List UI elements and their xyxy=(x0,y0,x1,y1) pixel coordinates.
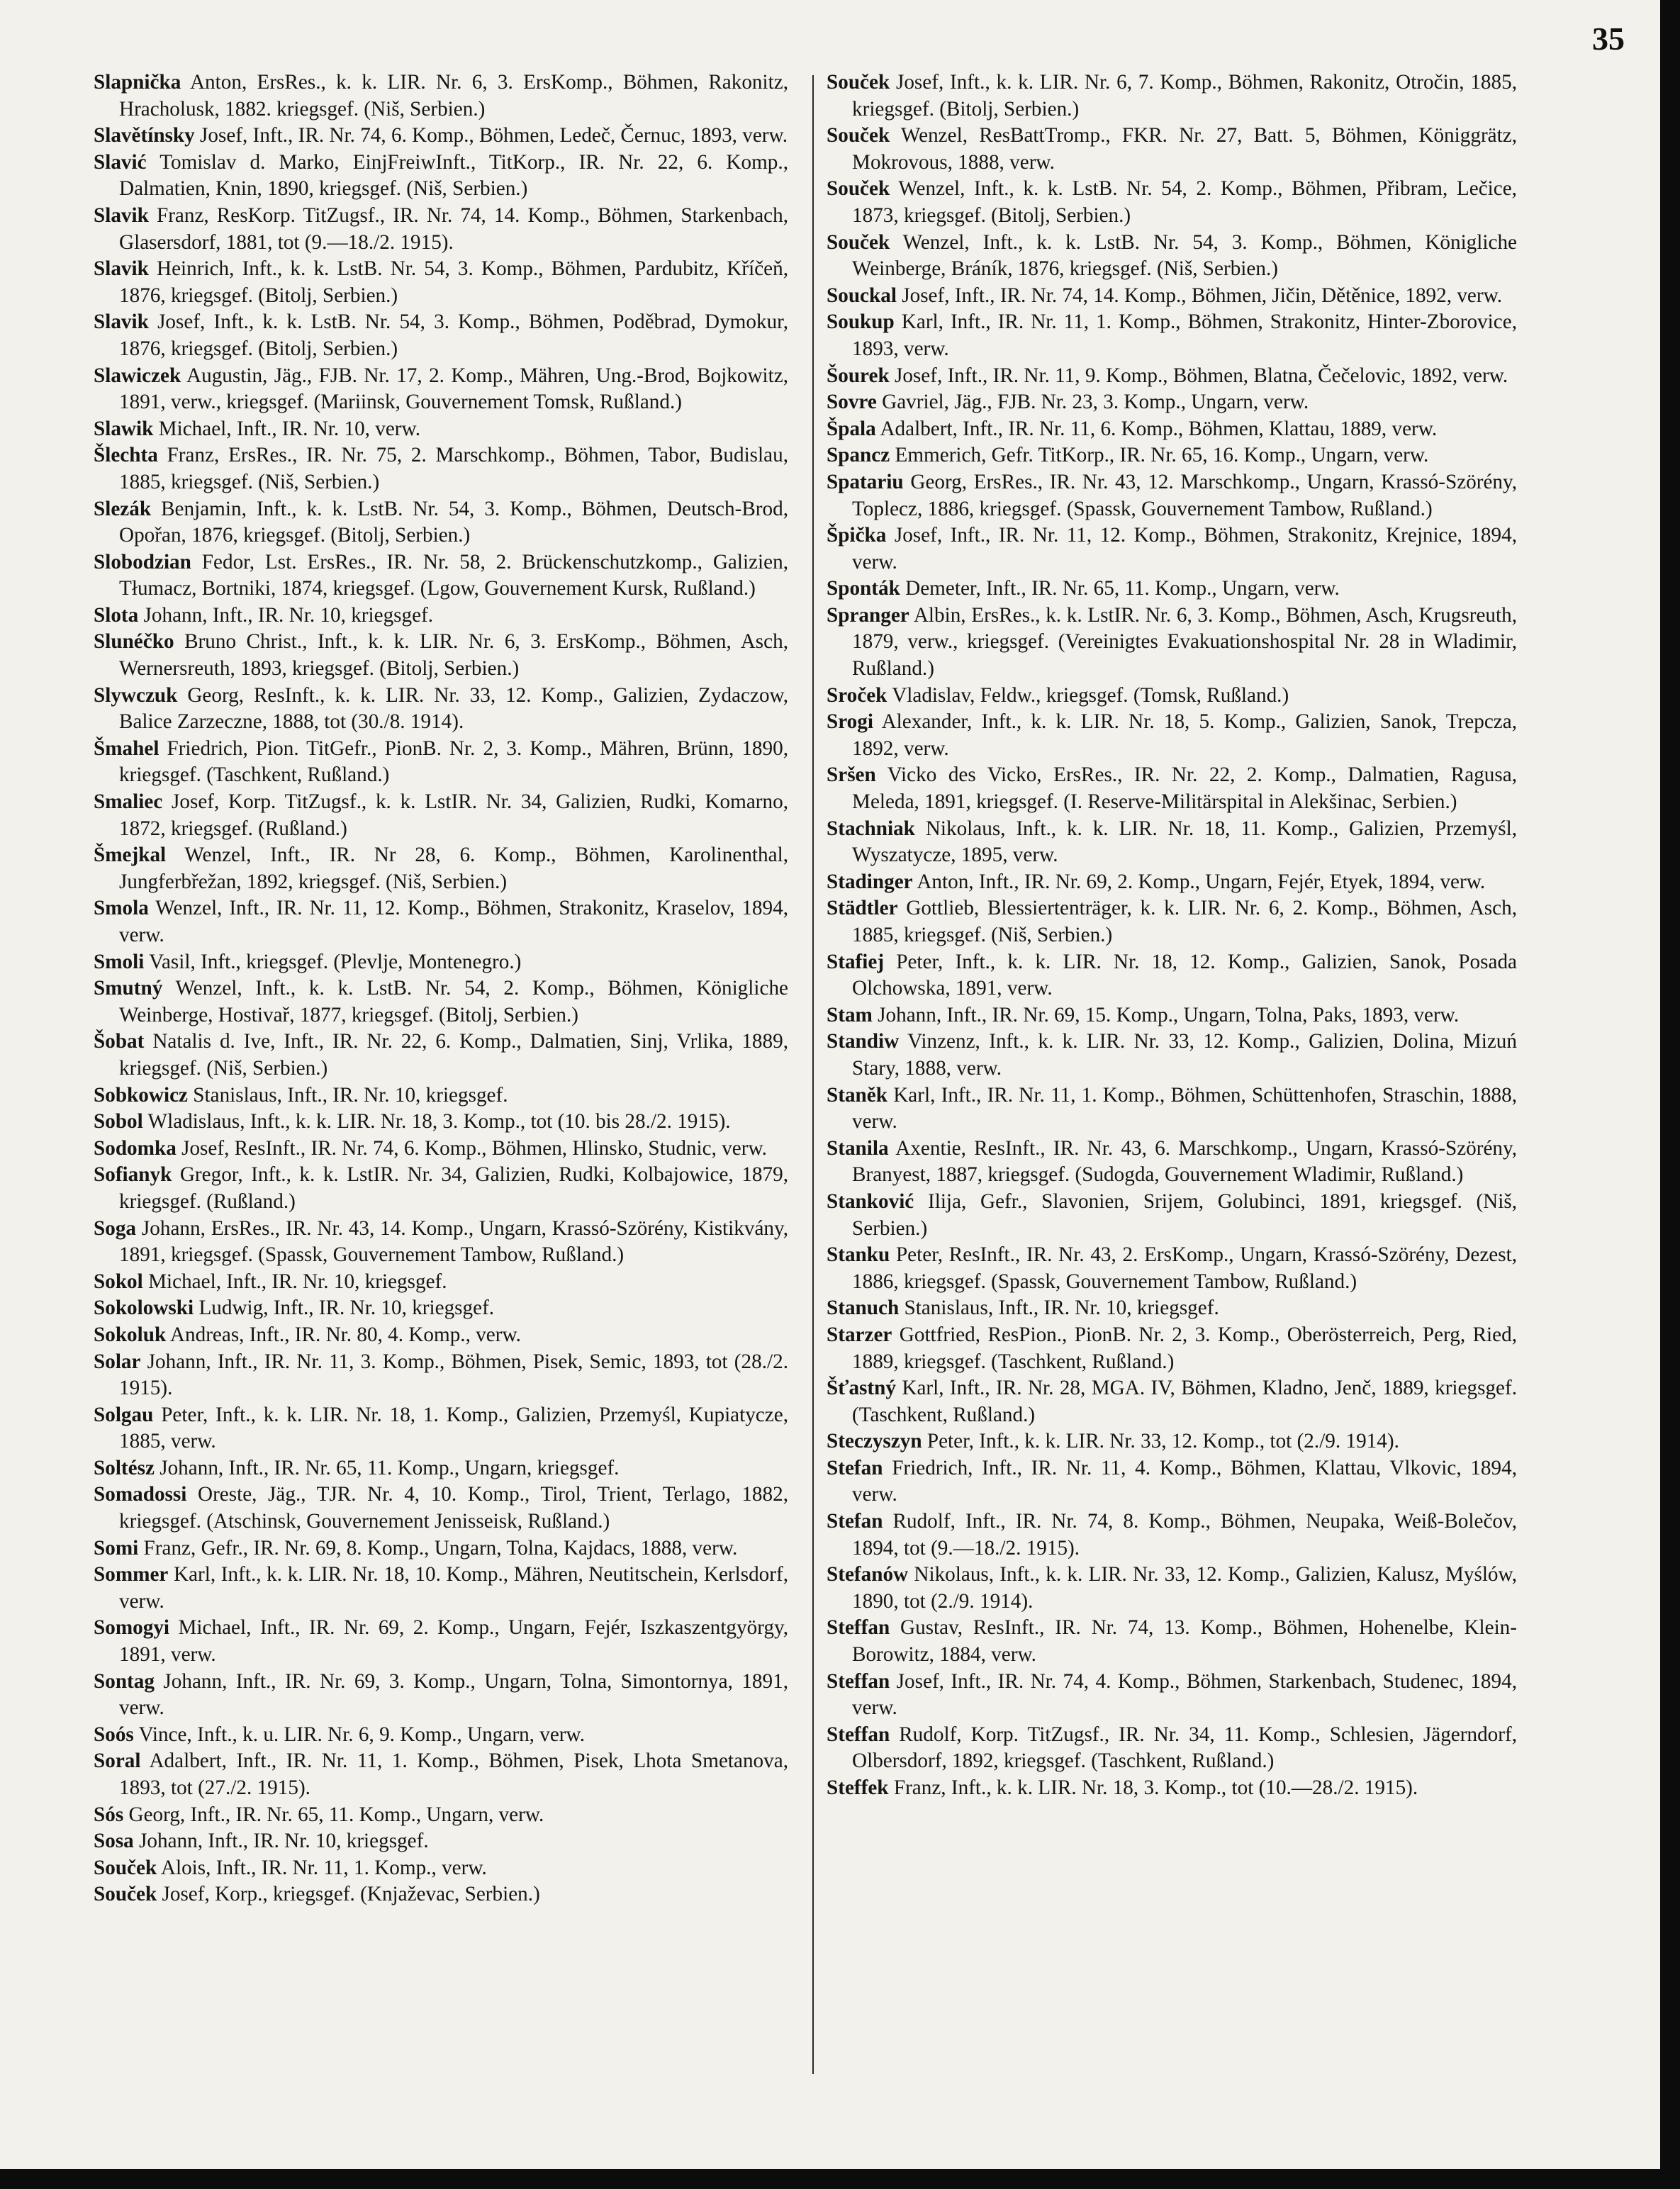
entry-surname: Šťastný xyxy=(827,1377,896,1400)
entry-details: Albin, ErsRes., k. k. LstIR. Nr. 6, 3. Komp., Böhmen, Asch, Krugsreuth, 1879, verw., kriegsgef. (Vereinigtes Evakuationshospital Nr. 28 in Wladimir, Rußland.) xyxy=(852,603,1517,681)
list-entry xyxy=(827,1082,1517,1136)
list-entry xyxy=(827,469,1517,522)
list-entry xyxy=(94,150,788,203)
list-entry xyxy=(827,230,1517,283)
list-entry xyxy=(94,1802,788,1829)
entry-details: Stanislaus, Inft., IR. Nr. 10, kriegsgef. xyxy=(904,1297,1219,1320)
list-entry xyxy=(827,1189,1517,1242)
list-entry xyxy=(94,1402,788,1455)
entry-surname: Spranger xyxy=(827,603,909,627)
entry-surname: Slota xyxy=(94,603,139,627)
entry-surname: Slobodzian xyxy=(94,550,191,573)
list-entry xyxy=(827,1002,1517,1029)
entry-surname: Šobat xyxy=(94,1030,145,1053)
entry-details: Franz, Gefr., IR. Nr. 69, 8. Komp., Ungarn, Tolna, Kajdacs, 1888, verw. xyxy=(143,1536,738,1560)
entry-details: Demeter, Inft., IR. Nr. 65, 11. Komp., Ungarn, verw. xyxy=(905,577,1340,600)
list-entry xyxy=(827,283,1517,310)
entry-surname: Sodomka xyxy=(94,1136,177,1160)
entry-surname: Sovre xyxy=(827,391,877,414)
entry-surname: Sofianyk xyxy=(94,1163,172,1187)
list-entry xyxy=(94,629,788,682)
entry-surname: Soltész xyxy=(94,1456,155,1479)
entry-details: Wenzel, ResBattTromp., FKR. Nr. 27, Batt. 5, Böhmen, Königgrätz, Mokrovous, 1888, verw. xyxy=(852,124,1517,174)
list-entry xyxy=(94,895,788,948)
entry-details: Michael, Inft., IR. Nr. 10, verw. xyxy=(158,417,421,440)
list-entry xyxy=(94,442,788,496)
entry-surname: Spancz xyxy=(827,444,890,467)
entry-details: Rudolf, Korp. TitZugsf., IR. Nr. 34, 11. Komp., Schlesien, Jägerndorf, Olbersdorf, 1892, kriegsgef. (Taschkent, Rußland.) xyxy=(852,1723,1517,1773)
entry-details: Karl, Inft., k. k. LIR. Nr. 18, 10. Komp., Mähren, Neutitschein, Kerlsdorf, verw. xyxy=(119,1563,789,1613)
entry-surname: Šourek xyxy=(827,364,890,387)
list-entry xyxy=(827,522,1517,576)
entry-surname: Slapnička xyxy=(94,71,181,94)
entry-details: Johann, Inft., IR. Nr. 11, 3. Komp., Böhmen, Pisek, Semic, 1893, tot (28./2. 1915). xyxy=(119,1350,789,1400)
list-entry xyxy=(94,1615,788,1668)
entry-details: Josef, Korp. TitZugsf., k. k. LstIR. Nr. 34, Galizien, Rudki, Komarno, 1872, kriegsgef. (Rußland.) xyxy=(119,790,788,840)
list-entry xyxy=(94,949,788,976)
entry-details: Johann, ErsRes., IR. Nr. 43, 14. Komp., Ungarn, Krassó-Szörény, Kistikvány, 1891, kriegsgef. (Spassk, Gouvernement Tambow, Rußland.) xyxy=(119,1216,788,1267)
entry-details: Josef, Inft., IR. Nr. 74, 14. Komp., Böhmen, Jičin, Dětěnice, 1892, verw. xyxy=(902,284,1503,307)
list-entry xyxy=(94,309,788,362)
entry-details: Adalbert, Inft., IR. Nr. 11, 1. Komp., Böhmen, Pisek, Lhota Smetanova, 1893, tot (27./2. 1915). xyxy=(119,1749,788,1799)
entry-details: Ludwig, Inft., IR. Nr. 10, kriegsgef. xyxy=(198,1297,495,1320)
entry-details: Wenzel, Inft., IR. Nr. 11, 12. Komp., Böhmen, Strakonitz, Kraselov, 1894, verw. xyxy=(119,897,788,946)
entry-details: Karl, Inft., IR. Nr. 11, 1. Komp., Böhmen, Schüttenhofen, Straschin, 1888, verw. xyxy=(852,1083,1518,1133)
entry-details: Johann, Inft., IR. Nr. 10, kriegsgef. xyxy=(139,1830,429,1853)
entry-details: Peter, Inft., k. k. LIR. Nr. 18, 12. Komp., Galizien, Sanok, Posada Olchowska, 1891, verw. xyxy=(852,950,1517,1000)
column-divider xyxy=(812,75,814,2074)
entry-surname: Stanković xyxy=(827,1189,914,1213)
list-entry xyxy=(94,549,788,603)
list-entry xyxy=(827,1722,1517,1775)
list-entry xyxy=(94,1136,788,1163)
list-entry xyxy=(827,1615,1517,1668)
entry-details: Rudolf, Inft., IR. Nr. 74, 8. Komp., Böhmen, Neupaka, Weiß-Bolečov, 1894, tot (9.—18./2. 1915). xyxy=(852,1510,1517,1560)
list-entry xyxy=(94,603,788,629)
entry-surname: Slavić xyxy=(94,150,147,174)
list-entry xyxy=(94,1881,788,1908)
list-entry xyxy=(827,1322,1517,1375)
entry-surname: Stanuch xyxy=(827,1297,900,1320)
entry-details: Franz, Inft., k. k. LIR. Nr. 18, 3. Komp., tot (10.—28./2. 1915). xyxy=(893,1776,1418,1799)
entry-details: Tomislav d. Marko, EinjFreiwInft., TitKorp., IR. Nr. 22, 6. Komp., Dalmatien, Knin, 1890, kriegsgef. (Niš, Serbien.) xyxy=(119,150,788,201)
list-entry xyxy=(827,442,1517,469)
entry-surname: Spatariu xyxy=(827,470,904,493)
entry-details: Georg, ErsRes., IR. Nr. 43, 12. Marschkomp., Ungarn, Krassó-Szörény, Toplecz, 1886, kriegsgef. (Spassk, Gouvernement Tambow, Rußland.) xyxy=(852,470,1518,520)
list-entry xyxy=(827,363,1517,390)
entry-surname: Sponták xyxy=(827,577,900,600)
entry-details: Wladislaus, Inft., k. k. LIR. Nr. 18, 3. Komp., tot (10. bis 28./2. 1915). xyxy=(147,1110,731,1133)
entry-details: Andreas, Inft., IR. Nr. 80, 4. Komp., verw. xyxy=(169,1323,521,1346)
list-entry xyxy=(94,123,788,150)
entry-surname: Sokoluk xyxy=(94,1323,167,1346)
entry-surname: Soga xyxy=(94,1216,137,1240)
list-entry xyxy=(827,762,1517,815)
entry-surname: Slywczuk xyxy=(94,683,178,707)
entry-surname: Sroček xyxy=(827,683,887,707)
entry-details: Josef, Korp., kriegsgef. (Knjaževac, Serbien.) xyxy=(162,1883,540,1906)
entry-surname: Slavik xyxy=(94,203,149,227)
list-entry xyxy=(94,975,788,1029)
entry-surname: Souček xyxy=(827,71,890,94)
entry-surname: Sontag xyxy=(94,1669,155,1693)
entry-details: Peter, Inft., k. k. LIR. Nr. 33, 12. Komp., tot (2./9. 1914). xyxy=(926,1430,1399,1453)
list-entry xyxy=(94,203,788,256)
list-entry xyxy=(827,1508,1517,1562)
entry-surname: Špička xyxy=(827,524,887,547)
entry-surname: Slavětínsky xyxy=(94,124,195,147)
entry-details: Josef, Inft., IR. Nr. 11, 12. Komp., Böhmen, Strakonitz, Krejnice, 1894, verw. xyxy=(852,524,1517,573)
entry-surname: Souček xyxy=(94,1883,157,1906)
entry-surname: Starzer xyxy=(827,1323,892,1346)
entry-surname: Sommer xyxy=(94,1563,169,1586)
entry-details: Gottlieb, Blessiertenträger, k. k. LIR. Nr. 6, 2. Komp., Böhmen, Asch, 1885, kriegsgef. (Niš, Serbien.) xyxy=(852,897,1518,946)
entry-surname: Slavik xyxy=(94,257,149,281)
entry-surname: Somi xyxy=(94,1536,139,1560)
entry-surname: Šlechta xyxy=(94,444,158,467)
list-entry xyxy=(827,895,1517,948)
entry-surname: Stafiej xyxy=(827,950,885,973)
list-entry xyxy=(827,69,1517,123)
entry-details: Nikolaus, Inft., k. k. LIR. Nr. 33, 12. Komp., Galizien, Kalusz, Myślów, 1890, tot (2./9. 1914). xyxy=(852,1563,1517,1613)
entry-surname: Sokol xyxy=(94,1270,143,1293)
entry-surname: Steczyszyn xyxy=(827,1430,922,1453)
right-column xyxy=(827,69,1517,1802)
entry-details: Johann, Inft., IR. Nr. 10, kriegsgef. xyxy=(143,603,434,627)
list-entry xyxy=(94,1029,788,1082)
entry-details: Josef, Inft., k. k. LstB. Nr. 54, 3. Komp., Böhmen, Poděbrad, Dymokur, 1876, kriegsgef. (Bitolj, Serbien.) xyxy=(119,310,789,360)
list-entry xyxy=(94,1855,788,1882)
list-entry xyxy=(94,1082,788,1109)
list-entry xyxy=(94,1109,788,1136)
entry-surname: Stam xyxy=(827,1003,873,1026)
list-entry xyxy=(827,576,1517,603)
entry-surname: Soral xyxy=(94,1749,141,1773)
list-entry xyxy=(94,842,788,895)
entry-surname: Souček xyxy=(827,230,890,254)
entry-details: Fedor, Lst. ErsRes., IR. Nr. 58, 2. Brückenschutzkomp., Galizien, Tłumacz, Bortniki, 1874, kriegsgef. (Lgow, Gouvernement Kursk, Rußland.) xyxy=(119,550,789,600)
entry-details: Gavriel, Jäg., FJB. Nr. 23, 3. Komp., Ungarn, verw. xyxy=(882,391,1309,414)
entry-surname: Steffan xyxy=(827,1723,890,1746)
list-entry xyxy=(94,363,788,416)
entry-details: Wenzel, Inft., k. k. LstB. Nr. 54, 2. Komp., Böhmen, Přibram, Lečice, 1873, kriegsgef. (Bitolj, Serbien.) xyxy=(852,177,1517,227)
entry-surname: Standiw xyxy=(827,1030,900,1053)
entry-details: Josef, Inft., k. k. LIR. Nr. 6, 7. Komp., Böhmen, Rakonitz, Otročin, 1885, kriegsgef. (Bitolj, Serbien.) xyxy=(852,71,1518,121)
entry-surname: Slavik xyxy=(94,310,149,334)
entry-surname: Slawik xyxy=(94,417,154,440)
list-entry xyxy=(94,1269,788,1296)
list-entry xyxy=(94,1295,788,1322)
entry-surname: Steffan xyxy=(827,1616,890,1640)
entry-details: Benjamin, Inft., k. k. LstB. Nr. 54, 3. Komp., Böhmen, Deutsch-Brod, Opořan, 1876, kriegsgef. (Bitolj, Serbien.) xyxy=(119,497,789,547)
entry-details: Johann, Inft., IR. Nr. 65, 11. Komp., Ungarn, kriegsgef. xyxy=(159,1456,620,1479)
entry-surname: Slawiczek xyxy=(94,364,181,387)
list-entry xyxy=(94,789,788,842)
entry-surname: Souckal xyxy=(827,284,897,307)
entry-details: Vince, Inft., k. u. LIR. Nr. 6, 9. Komp., Ungarn, verw. xyxy=(138,1723,586,1746)
entry-details: Bruno Christ., Inft., k. k. LIR. Nr. 6, 3. ErsKomp., Böhmen, Asch, Wernersreuth, 1893, kriegsgef. (Bitolj, Serbien.) xyxy=(119,630,788,681)
list-entry xyxy=(94,256,788,309)
entry-details: Anton, ErsRes., k. k. LIR. Nr. 6, 3. ErsKomp., Böhmen, Rakonitz, Hracholusk, 1882. kriegsgef. (Niš, Serbien.) xyxy=(119,71,788,121)
list-entry xyxy=(94,1669,788,1722)
entry-details: Natalis d. Ive, Inft., IR. Nr. 22, 6. Komp., Dalmatien, Sinj, Vrlika, 1889, kriegsgef. (Niš, Serbien.) xyxy=(119,1030,788,1080)
entry-details: Johann, Inft., IR. Nr. 69, 3. Komp., Ungarn, Tolna, Simontornya, 1891, verw. xyxy=(119,1669,788,1720)
entry-surname: Šmahel xyxy=(94,737,159,760)
entry-details: Franz, ResKorp. TitZugsf., IR. Nr. 74, 14. Komp., Böhmen, Starkenbach, Glasersdorf, 1881, tot (9.—18./2. 1915). xyxy=(119,203,788,254)
list-entry xyxy=(94,1562,788,1615)
list-entry xyxy=(827,1428,1517,1455)
entry-surname: Solar xyxy=(94,1350,141,1373)
list-entry xyxy=(94,1349,788,1402)
entry-surname: Souček xyxy=(827,124,890,147)
entry-surname: Stefanów xyxy=(827,1563,909,1586)
entry-details: Josef, ResInft., IR. Nr. 74, 6. Komp., Böhmen, Hlinsko, Studnic, verw. xyxy=(181,1136,767,1160)
list-entry xyxy=(827,869,1517,896)
list-entry xyxy=(827,123,1517,176)
entry-surname: Srogi xyxy=(827,710,873,734)
list-entry xyxy=(94,736,788,789)
list-entry xyxy=(827,709,1517,762)
list-entry xyxy=(94,1722,788,1749)
entry-surname: Stachniak xyxy=(827,817,915,840)
list-entry xyxy=(94,1535,788,1562)
entry-surname: Somogyi xyxy=(94,1616,170,1640)
entry-details: Karl, Inft., IR. Nr. 28, MGA. IV, Böhmen, Kladno, Jenč, 1889, kriegsgef. (Taschkent, Rußland.) xyxy=(852,1377,1518,1426)
entry-surname: Stanila xyxy=(827,1136,889,1160)
list-entry xyxy=(94,496,788,549)
entry-details: Wenzel, Inft., k. k. LstB. Nr. 54, 3. Komp., Böhmen, Königliche Weinberge, Bráník, 1876, kriegsgef. (Niš, Serbien.) xyxy=(852,230,1517,281)
entry-surname: Špala xyxy=(827,417,876,440)
list-entry xyxy=(827,1775,1517,1802)
entry-surname: Stefan xyxy=(827,1456,883,1479)
entry-surname: Solgau xyxy=(94,1403,154,1426)
entry-details: Gottfried, ResPion., PionB. Nr. 2, 3. Komp., Oberösterreich, Perg, Ried, 1889, kriegsgef. (Taschkent, Rußland.) xyxy=(852,1323,1517,1373)
list-entry xyxy=(94,1482,788,1535)
list-entry xyxy=(94,69,788,123)
entry-details: Friedrich, Pion. TitGefr., PionB. Nr. 2, 3. Komp., Mähren, Brünn, 1890, kriegsgef. (Taschkent, Rußland.) xyxy=(119,737,789,787)
entry-details: Vasil, Inft., kriegsgef. (Plevlje, Montenegro.) xyxy=(149,950,522,973)
list-entry xyxy=(94,1216,788,1269)
entry-details: Axentie, ResInft., IR. Nr. 43, 6. Marschkomp., Ungarn, Krassó-Szörény, Branyest, 1887, kriegsgef. (Sudogda, Gouvernement Wladimir, Rußland.) xyxy=(852,1136,1517,1187)
entry-details: Augustin, Jäg., FJB. Nr. 17, 2. Komp., Mähren, Ung.-Brod, Bojkowitz, 1891, verw., kriegsgef. (Mariinsk, Gouvernement Tomsk, Rußland.) xyxy=(119,364,788,414)
entry-details: Heinrich, Inft., k. k. LstB. Nr. 54, 3. Komp., Böhmen, Pardubitz, Kříčeň, 1876, kriegsgef. (Bitolj, Serbien.) xyxy=(119,257,788,307)
entry-surname: Stadinger xyxy=(827,870,913,893)
entry-details: Josef, Inft., IR. Nr. 74, 6. Komp., Böhmen, Ledeč, Černuc, 1893, verw. xyxy=(200,124,788,147)
entry-details: Georg, Inft., IR. Nr. 65, 11. Komp., Ungarn, verw. xyxy=(128,1803,544,1826)
list-entry xyxy=(94,1455,788,1482)
entry-details: Alexander, Inft., k. k. LIR. Nr. 18, 5. Komp., Galizien, Sanok, Trepcza, 1892, verw. xyxy=(852,710,1517,760)
entry-details: Vicko des Vicko, ErsRes., IR. Nr. 22, 2. Komp., Dalmatien, Ragusa, Meleda, 1891, kriegsgef. (I. Reserve-Militärspital in Alekšinac, Serbien.) xyxy=(852,763,1517,814)
entry-details: Stanislaus, Inft., IR. Nr. 10, kriegsgef. xyxy=(193,1083,508,1107)
list-entry xyxy=(827,1669,1517,1722)
entry-surname: Slezák xyxy=(94,497,152,520)
entry-details: Vinzenz, Inft., k. k. LIR. Nr. 33, 12. Komp., Galizien, Dolina, Mizuń Stary, 1888, verw. xyxy=(852,1030,1517,1080)
entry-details: Anton, Inft., IR. Nr. 69, 2. Komp., Ungarn, Fejér, Etyek, 1894, verw. xyxy=(917,870,1486,893)
list-entry xyxy=(827,816,1517,869)
entry-surname: Staněk xyxy=(827,1083,887,1107)
list-entry xyxy=(827,1375,1517,1428)
entry-details: Gustav, ResInft., IR. Nr. 74, 13. Komp., Böhmen, Hohenelbe, Klein-Borowitz, 1884, verw. xyxy=(852,1616,1517,1667)
list-entry xyxy=(94,683,788,736)
entry-details: Peter, ResInft., IR. Nr. 43, 2. ErsKomp., Ungarn, Krassó-Szörény, Dezest, 1886, kriegsgef. (Spassk, Gouvernement Tambow, Rußland.) xyxy=(852,1243,1518,1293)
list-entry xyxy=(827,1562,1517,1615)
list-entry xyxy=(827,1029,1517,1082)
entry-surname: Slunéčko xyxy=(94,630,174,654)
list-entry xyxy=(827,1136,1517,1189)
entry-surname: Sršen xyxy=(827,763,876,787)
entry-surname: Somadossi xyxy=(94,1483,187,1506)
entry-surname: Sosa xyxy=(94,1830,134,1853)
entry-surname: Soukup xyxy=(827,310,895,334)
entry-details: Ilija, Gefr., Slavonien, Srijem, Golubinci, 1891, kriegsgef. (Niš, Serbien.) xyxy=(852,1189,1518,1240)
entry-details: Michael, Inft., IR. Nr. 69, 2. Komp., Ungarn, Fejér, Iszkaszentgyörgy, 1891, verw. xyxy=(119,1616,788,1667)
list-entry xyxy=(827,603,1517,683)
entry-surname: Smoli xyxy=(94,950,145,973)
list-entry xyxy=(94,1162,788,1215)
entry-surname: Smutný xyxy=(94,977,163,1000)
list-entry xyxy=(94,416,788,443)
entry-details: Emmerich, Gefr. TitKorp., IR. Nr. 65, 16. Komp., Ungarn, verw. xyxy=(895,444,1429,467)
entry-details: Peter, Inft., k. k. LIR. Nr. 18, 1. Komp., Galizien, Przemyśl, Kupiatycze, 1885, verw. xyxy=(119,1403,788,1453)
list-entry xyxy=(827,1455,1517,1508)
entry-surname: Sobol xyxy=(94,1110,143,1133)
entry-surname: Sokolowski xyxy=(94,1297,194,1320)
entry-surname: Smaliec xyxy=(94,790,163,814)
entry-details: Karl, Inft., IR. Nr. 11, 1. Komp., Böhmen, Strakonitz, Hinter-Zborovice, 1893, verw. xyxy=(852,310,1517,360)
entry-surname: Steffan xyxy=(827,1669,890,1693)
entry-details: Josef, Inft., IR. Nr. 11, 9. Komp., Böhmen, Blatna, Čečelovic, 1892, verw. xyxy=(894,364,1508,387)
entry-details: Gregor, Inft., k. k. LstIR. Nr. 34, Galizien, Rudki, Kolbajowice, 1879, kriegsgef. (Rußland.) xyxy=(119,1163,788,1213)
entry-details: Adalbert, Inft., IR. Nr. 11, 6. Komp., Böhmen, Klattau, 1889, verw. xyxy=(880,417,1438,440)
list-entry xyxy=(827,1295,1517,1322)
list-entry xyxy=(827,1242,1517,1295)
entry-surname: Souček xyxy=(827,177,890,201)
list-entry xyxy=(94,1748,788,1801)
list-entry xyxy=(827,389,1517,416)
entry-surname: Souček xyxy=(94,1856,157,1879)
entry-details: Johann, Inft., IR. Nr. 69, 15. Komp., Ungarn, Tolna, Paks, 1893, verw. xyxy=(878,1003,1460,1026)
list-entry xyxy=(94,1828,788,1855)
entry-details: Georg, ResInft., k. k. LIR. Nr. 33, 12. Komp., Galizien, Zydaczow, Balice Zarzeczne, 1888, tot (30./8. 1914). xyxy=(119,683,789,734)
entry-details: Michael, Inft., IR. Nr. 10, kriegsgef. xyxy=(148,1270,447,1293)
entry-surname: Stanku xyxy=(827,1243,890,1267)
entry-details: Nikolaus, Inft., k. k. LIR. Nr. 18, 11. Komp., Galizien, Przemyśl, Wyszatycze, 1895, verw. xyxy=(852,817,1517,867)
list-entry xyxy=(827,949,1517,1002)
entry-surname: Sós xyxy=(94,1803,124,1826)
entry-surname: Sobkowicz xyxy=(94,1083,188,1107)
entry-details: Wenzel, Inft., k. k. LstB. Nr. 54, 2. Komp., Böhmen, Königliche Weinberge, Hostivař, 1877, kriegsgef. (Bitolj, Serbien.) xyxy=(119,977,789,1026)
entry-surname: Städtler xyxy=(827,897,898,920)
entry-surname: Steffek xyxy=(827,1776,889,1799)
entry-details: Oreste, Jäg., TJR. Nr. 4, 10. Komp., Tirol, Trient, Terlago, 1882, kriegsgef. (Atschinsk, Gouvernement Jenisseisk, Rußland.) xyxy=(119,1483,789,1533)
entry-details: Friedrich, Inft., IR. Nr. 11, 4. Komp., Böhmen, Klattau, Vlkovic, 1894, verw. xyxy=(852,1456,1518,1506)
list-entry xyxy=(94,1322,788,1349)
entry-details: Franz, ErsRes., IR. Nr. 75, 2. Marschkomp., Böhmen, Tabor, Budislau, 1885, kriegsgef. (Niš, Serbien.) xyxy=(119,444,788,493)
page-number: 35 xyxy=(1592,21,1625,57)
entry-details: Josef, Inft., IR. Nr. 74, 4. Komp., Böhmen, Starkenbach, Studenec, 1894, verw. xyxy=(852,1669,1518,1720)
left-column xyxy=(94,69,788,1908)
entry-details: Wenzel, Inft., IR. Nr 28, 6. Komp., Böhmen, Karolinenthal, Jungferbřežan, 1892, kriegsgef. (Niš, Serbien.) xyxy=(119,844,788,893)
entry-surname: Smola xyxy=(94,897,149,920)
entry-details: Alois, Inft., IR. Nr. 11, 1. Komp., verw. xyxy=(160,1856,487,1879)
entry-details: Vladislav, Feldw., kriegsgef. (Tomsk, Rußland.) xyxy=(892,683,1289,707)
list-entry xyxy=(827,683,1517,710)
list-entry xyxy=(827,416,1517,443)
list-entry xyxy=(827,176,1517,229)
entry-surname: Soós xyxy=(94,1723,134,1746)
entry-surname: Stefan xyxy=(827,1510,883,1533)
list-entry xyxy=(827,309,1517,362)
entry-surname: Šmejkal xyxy=(94,844,167,867)
